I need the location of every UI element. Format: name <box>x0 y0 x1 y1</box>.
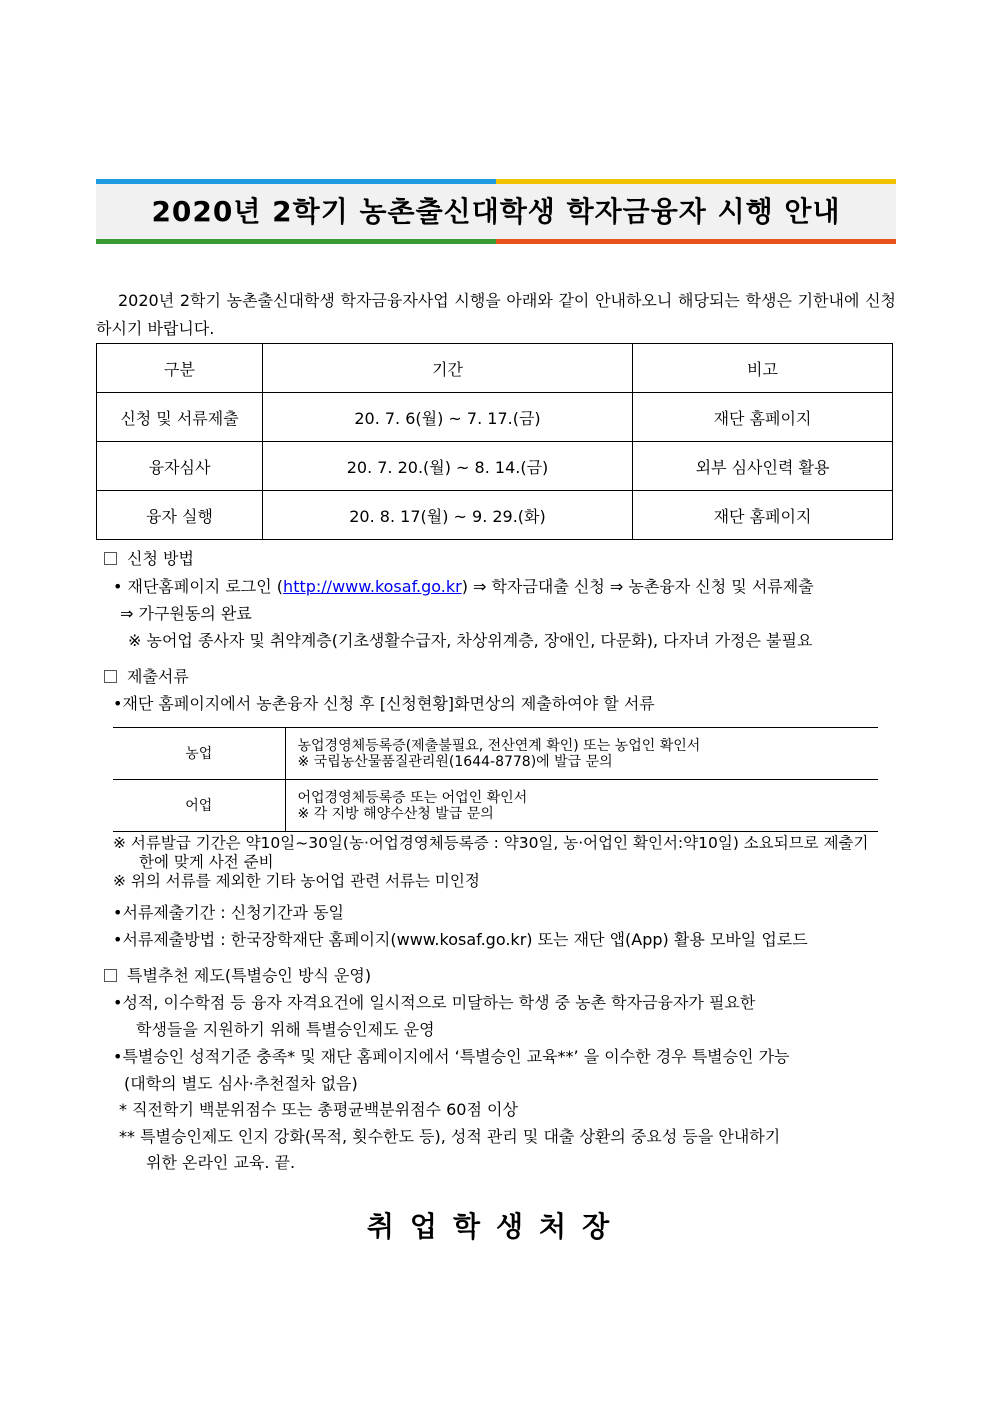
special-bullet-1-cont: 학생들을 지원하기 위해 특별승인제도 운영 <box>136 1020 435 1039</box>
apply-step-prefix: • 재단홈페이지 로그인 ( <box>113 577 284 596</box>
kosaf-link[interactable]: http://www.kosaf.go.kr <box>283 577 462 596</box>
docs-heading <box>104 667 189 687</box>
table-cell: 재단 홈페이지 <box>633 393 893 442</box>
checkbox-square-icon <box>104 969 117 982</box>
doc-line: 농업경영체등록증(제출불필요, 전산연계 확인) 또는 농업인 확인서 <box>297 737 701 754</box>
special-footnote-2-cont: 위한 온라인 교육. 끝. <box>146 1153 296 1172</box>
apply-step-line <box>113 577 814 597</box>
table-cell <box>285 728 878 780</box>
doc-note: ※ 각 지방 해양수산청 발급 문의 <box>297 805 494 822</box>
docs-heading-text: 제출서류 <box>127 667 189 686</box>
table-cell: 20. 8. 17(월) ~ 9. 29.(화) <box>263 491 633 540</box>
table-cell: 외부 심사인력 활용 <box>633 442 893 491</box>
docs-intro: •재단 홈페이지에서 농촌융자 신청 후 [신청현황]화면상의 제출하여야 할 서류 <box>113 694 655 713</box>
table-header-row <box>97 344 893 393</box>
checkbox-square-icon <box>104 670 117 683</box>
table-row <box>113 780 878 832</box>
special-footnote-1: * 직전학기 백분위점수 또는 총평균백분위점수 60점 이상 <box>119 1100 518 1119</box>
table-cell <box>285 780 878 832</box>
table-row <box>97 442 893 491</box>
special-bullet-2-cont: (대학의 별도 심사·추천절차 없음) <box>124 1074 358 1093</box>
special-heading <box>104 966 371 986</box>
table-header: 기간 <box>263 344 633 393</box>
docs-table <box>113 727 878 832</box>
table-header: 구분 <box>97 344 263 393</box>
special-bullet-1: •성적, 이수학점 등 융자 자격요건에 일시적으로 미달하는 학생 중 농촌 학자금융자가 필요한 <box>113 993 756 1012</box>
docs-note-1-cont: 한에 맞게 사전 준비 <box>139 853 274 871</box>
table-cell: 융자 실행 <box>97 491 263 540</box>
checkbox-square-icon <box>104 552 117 565</box>
doc-line: 어업경영체등록증 또는 어업인 확인서 <box>297 789 528 806</box>
title-bar-top-yellow <box>496 179 896 184</box>
table-cell: 20. 7. 20.(월) ~ 8. 14.(금) <box>263 442 633 491</box>
apply-note: ※ 농어업 종사자 및 취약계층(기초생활수급자, 차상위계층, 장애인, 다문화), 다자녀 가정은 불필요 <box>128 631 813 650</box>
apply-step-line-2: ⇒ 가구원동의 완료 <box>120 604 252 623</box>
doc-note: ※ 국립농산물품질관리원(1644-8778)에 발급 문의 <box>297 753 613 770</box>
table-cell: 신청 및 서류제출 <box>97 393 263 442</box>
apply-step-suffix: ) ⇒ 학자금대출 신청 ⇒ 농촌융자 신청 및 서류제출 <box>461 577 814 596</box>
special-footnote-2: ** 특별승인제도 인지 강화(목적, 횟수한도 등), 성적 관리 및 대출 상환의 중요성 등을 안내하기 <box>119 1127 781 1146</box>
special-bullet-2: •특별승인 성적기준 충족* 및 재단 홈페이지에서 ‘특별승인 교육**’ 을 이수한 경우 특별승인 가능 <box>113 1047 790 1066</box>
docs-method: •서류제출방법 : 한국장학재단 홈페이지(www.kosaf.go.kr) 또는 재단 앱(App) 활용 모바일 업로드 <box>113 930 808 949</box>
special-heading-text: 특별추천 제도(특별승인 방식 운영) <box>127 966 372 985</box>
docs-period: •서류제출기간 : 신청기간과 동일 <box>113 903 345 922</box>
table-cell: 융자심사 <box>97 442 263 491</box>
docs-note-2: ※ 위의 서류를 제외한 기타 농어업 관련 서류는 미인정 <box>113 872 480 890</box>
table-cell-label: 어업 <box>113 780 285 832</box>
apply-heading-text: 신청 방법 <box>127 549 194 568</box>
table-cell: 20. 7. 6(월) ~ 7. 17.(금) <box>263 393 633 442</box>
table-row <box>113 728 878 780</box>
table-cell: 재단 홈페이지 <box>633 491 893 540</box>
title-bar-bottom-orange <box>496 239 896 244</box>
table-row <box>97 491 893 540</box>
signature: 취업학생처장 <box>366 1210 626 1243</box>
schedule-table <box>96 343 893 540</box>
page-title: 2020년 2학기 농촌출신대학생 학자금융자 시행 안내 <box>151 195 841 228</box>
table-cell-label: 농업 <box>113 728 285 780</box>
table-row <box>97 393 893 442</box>
intro-paragraph: 2020년 2학기 농촌출신대학생 학자금융자사업 시행을 아래와 같이 안내하오니 해당되는 학생은 기한내에 신청하시기 바랍니다. <box>96 291 896 338</box>
docs-note-1: ※ 서류발급 기간은 약10일~30일(농·어업경영체등록증 : 약30일, 농·어업인 확인서:약10일) 소요되므로 제출기 <box>113 834 869 852</box>
table-header: 비고 <box>633 344 893 393</box>
title-bar-bottom-green <box>96 239 496 244</box>
apply-heading <box>104 549 194 569</box>
title-bar-top-blue <box>96 179 496 184</box>
